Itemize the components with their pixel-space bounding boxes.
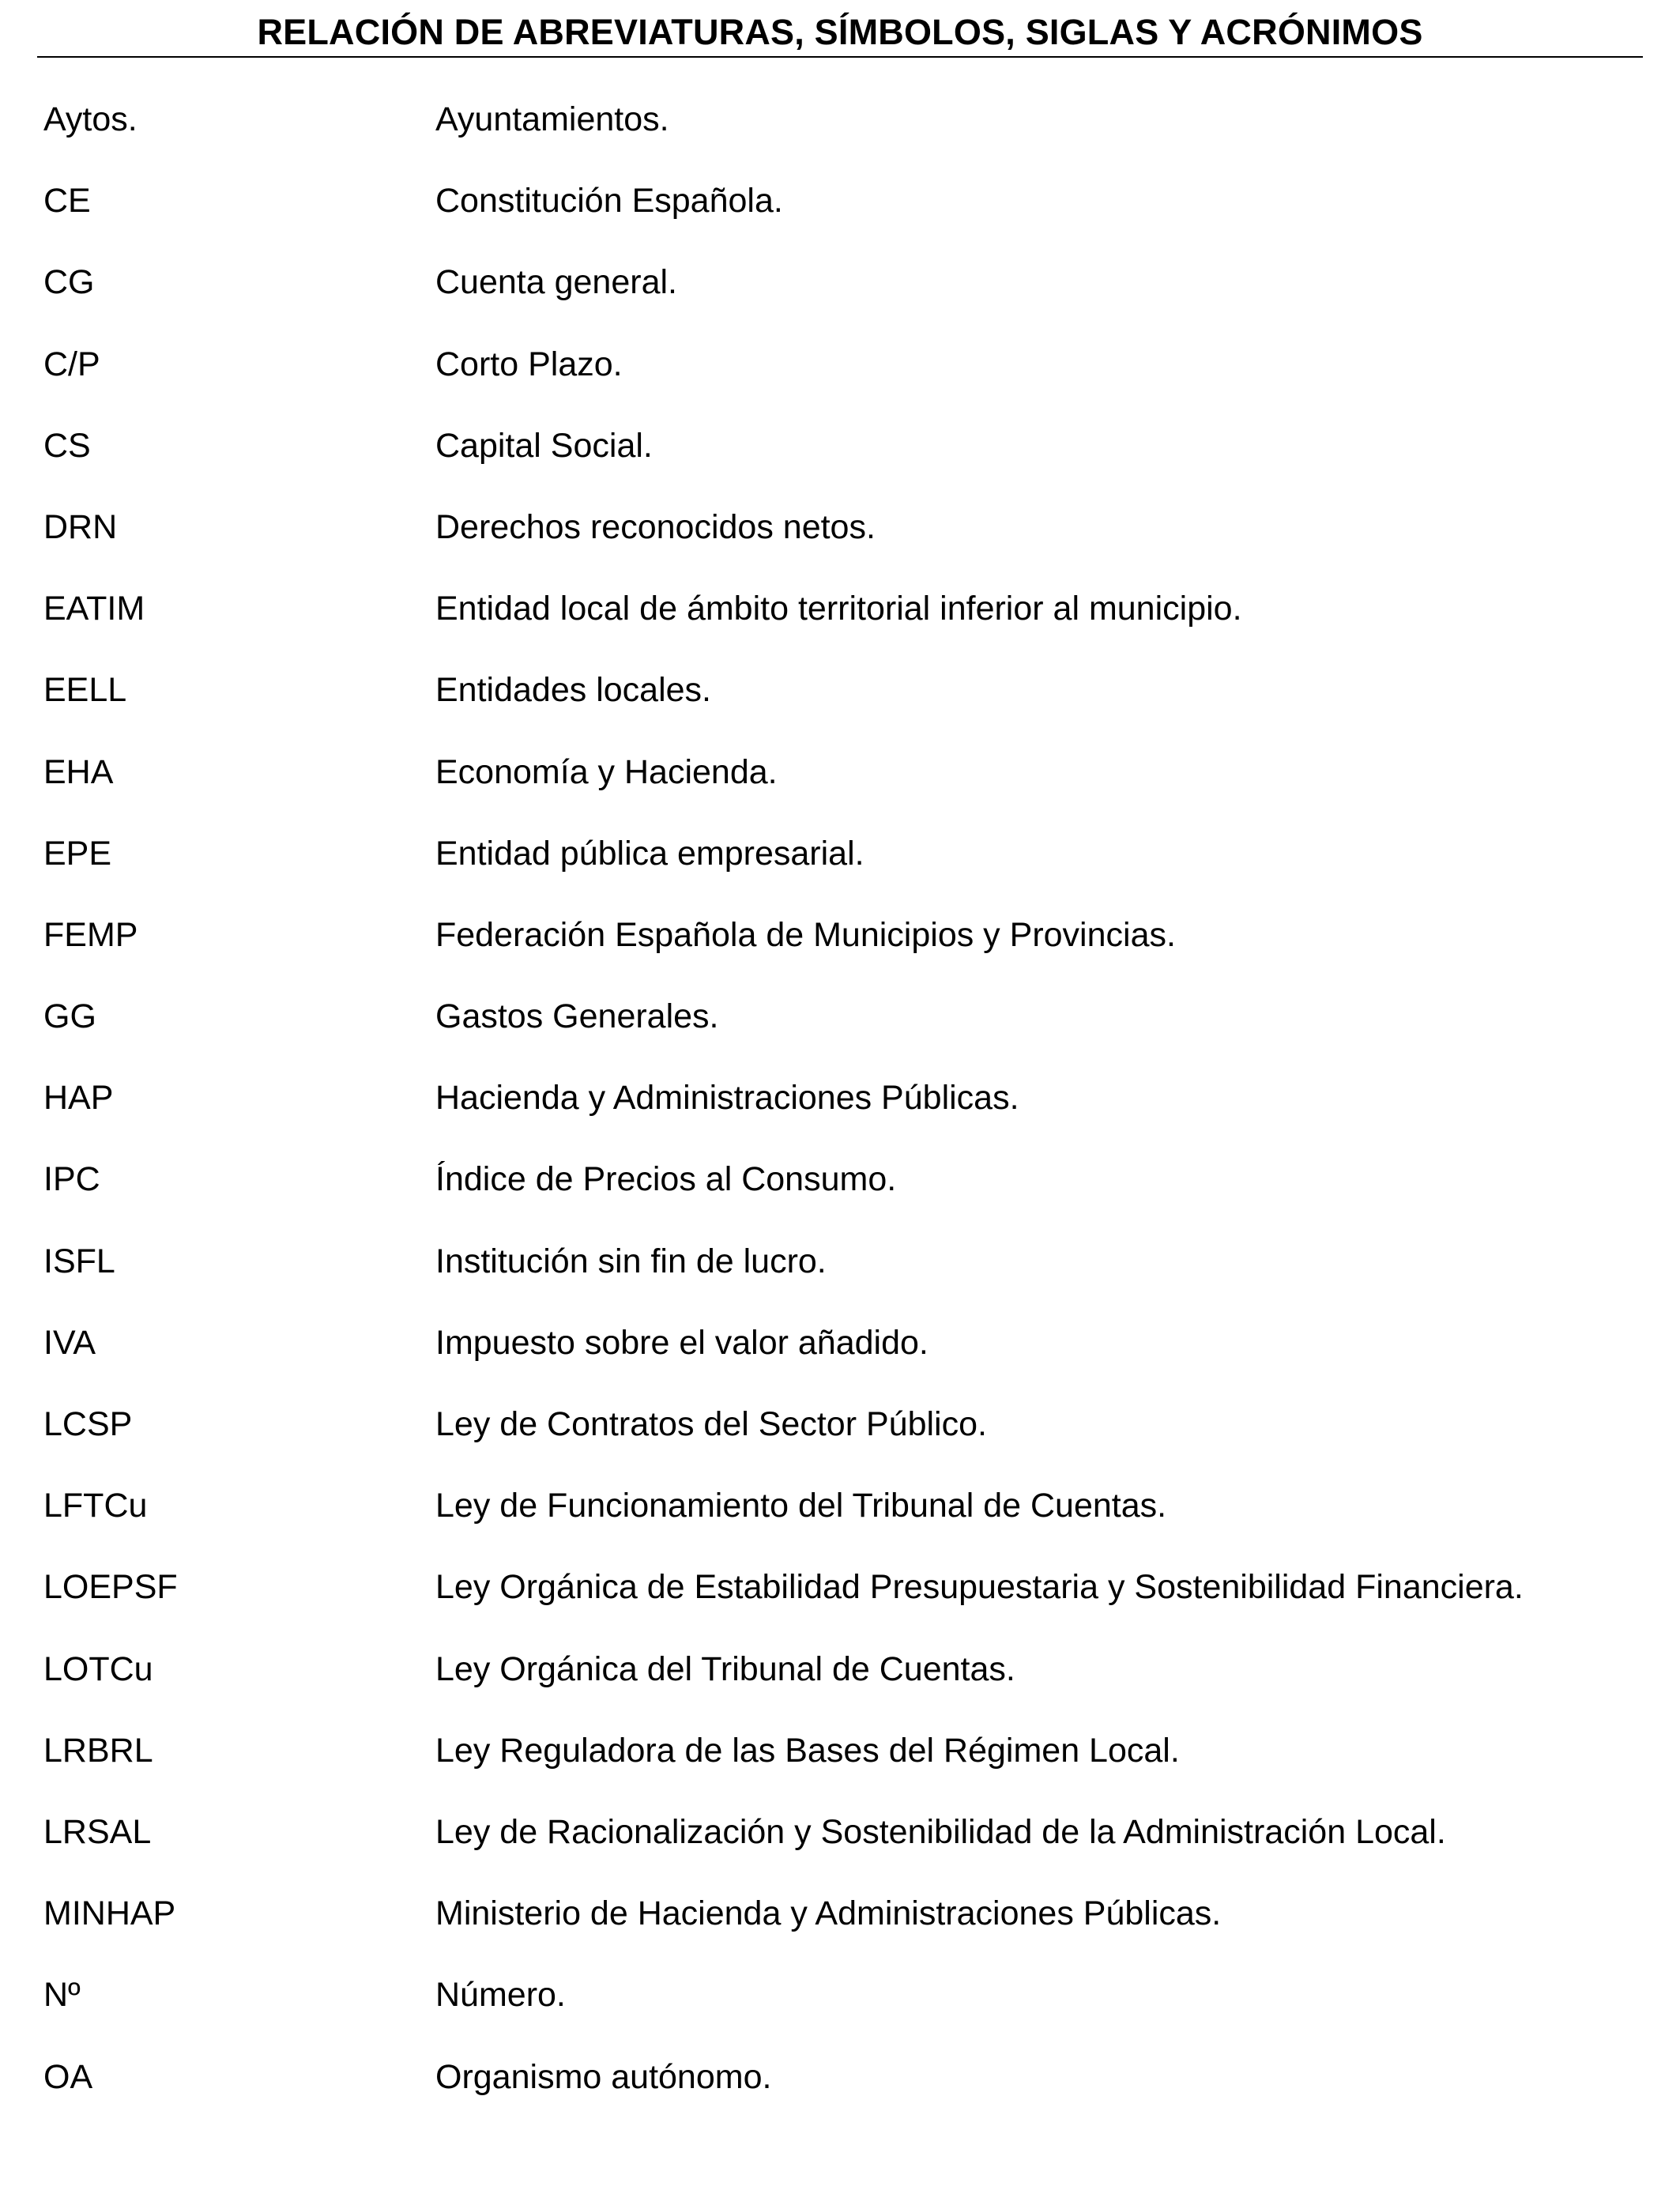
list-item (0, 582, 1680, 663)
abbreviation-code: FEMP (43, 915, 138, 954)
title-divider (37, 56, 1643, 58)
abbreviation-code: LRSAL (43, 1812, 152, 1851)
list-item (0, 1397, 1680, 1479)
abbreviation-meaning: Ley de Racionalización y Sostenibilidad de la Administración Local. (435, 1812, 1446, 1851)
page-title: RELACIÓN DE ABREVIATURAS, SÍMBOLOS, SIGLAS Y ACRÓNIMOS (257, 12, 1423, 52)
abbreviation-meaning: Ley de Contratos del Sector Público. (435, 1405, 987, 1443)
abbreviation-code: EPE (43, 834, 112, 873)
abbreviation-code: IPC (43, 1160, 100, 1199)
abbreviation-meaning: Hacienda y Administraciones Públicas. (435, 1079, 1019, 1118)
list-item (0, 419, 1680, 500)
abbreviation-meaning: Ministerio de Hacienda y Administraciones Públicas. (435, 1894, 1222, 1933)
abbreviation-code: HAP (43, 1079, 114, 1118)
list-item (0, 1887, 1680, 1968)
abbreviation-code: OA (43, 2057, 93, 2096)
list-item (0, 1152, 1680, 1234)
abbreviation-code: LRBRL (43, 1731, 153, 1770)
abbreviation-meaning: Economía y Hacienda. (435, 752, 778, 791)
abbreviation-meaning: Ley de Funcionamiento del Tribunal de Cuentas. (435, 1487, 1167, 1525)
list-item (0, 255, 1680, 337)
abbreviation-code: CS (43, 426, 91, 465)
list-item (0, 1479, 1680, 1560)
list-item (0, 2050, 1680, 2132)
abbreviation-code: LOTCu (43, 1649, 153, 1688)
abbreviation-meaning: Entidad pública empresarial. (435, 834, 864, 873)
abbreviation-code: EHA (43, 752, 114, 791)
abbreviation-code: LOEPSF (43, 1568, 178, 1607)
abbreviation-meaning: Federación Española de Municipios y Provincias. (435, 915, 1176, 954)
abbreviation-code: IVA (43, 1323, 96, 1362)
abbreviation-meaning: Ley Orgánica de Estabilidad Presupuestaria y Sostenibilidad Financiera. (435, 1568, 1524, 1607)
list-item (0, 663, 1680, 745)
list-item (0, 745, 1680, 827)
abbreviation-code: EATIM (43, 590, 145, 628)
abbreviation-code: MINHAP (43, 1894, 176, 1933)
abbreviation-code: CE (43, 182, 91, 221)
list-item (0, 1071, 1680, 1152)
abbreviation-meaning: Impuesto sobre el valor añadido. (435, 1323, 929, 1362)
abbreviation-meaning: Número. (435, 1976, 566, 2015)
abbreviation-meaning: Entidades locales. (435, 671, 711, 710)
abbreviation-code: Aytos. (43, 100, 137, 138)
list-item (0, 92, 1680, 174)
abbreviation-meaning: Capital Social. (435, 426, 653, 465)
abbreviation-code: LCSP (43, 1405, 133, 1443)
abbreviation-meaning: Ayuntamientos. (435, 100, 669, 138)
abbreviation-meaning: Constitución Española. (435, 182, 783, 221)
list-item (0, 1235, 1680, 1316)
abbreviation-code: Nº (43, 1976, 81, 2015)
list-item (0, 1560, 1680, 1642)
abbreviation-meaning: Derechos reconocidos netos. (435, 507, 876, 546)
abbreviation-meaning: Institución sin fin de lucro. (435, 1242, 827, 1280)
list-item (0, 990, 1680, 1071)
abbreviation-code: C/P (43, 345, 100, 383)
list-item (0, 908, 1680, 990)
list-item (0, 827, 1680, 908)
abbreviation-code: EELL (43, 671, 127, 710)
list-item (0, 174, 1680, 255)
list-item (0, 1968, 1680, 2049)
abbreviation-code: GG (43, 997, 96, 1036)
list-item (0, 1642, 1680, 1724)
list-item (0, 1724, 1680, 1805)
abbreviation-meaning: Corto Plazo. (435, 345, 623, 383)
list-item (0, 1805, 1680, 1887)
abbreviation-code: LFTCu (43, 1487, 148, 1525)
abbreviation-list (0, 92, 1680, 2132)
list-item (0, 337, 1680, 419)
abbreviation-meaning: Cuenta general. (435, 263, 677, 302)
list-item (0, 500, 1680, 582)
abbreviation-code: CG (43, 263, 95, 302)
abbreviation-code: ISFL (43, 1242, 115, 1280)
abbreviation-code: DRN (43, 507, 118, 546)
abbreviation-meaning: Gastos Generales. (435, 997, 719, 1036)
abbreviation-meaning: Ley Orgánica del Tribunal de Cuentas. (435, 1649, 1015, 1688)
list-item (0, 1316, 1680, 1397)
abbreviation-meaning: Ley Reguladora de las Bases del Régimen Local. (435, 1731, 1180, 1770)
abbreviation-meaning: Índice de Precios al Consumo. (435, 1160, 897, 1199)
abbreviation-meaning: Organismo autónomo. (435, 2057, 772, 2096)
abbreviation-meaning: Entidad local de ámbito territorial inferior al municipio. (435, 590, 1242, 628)
